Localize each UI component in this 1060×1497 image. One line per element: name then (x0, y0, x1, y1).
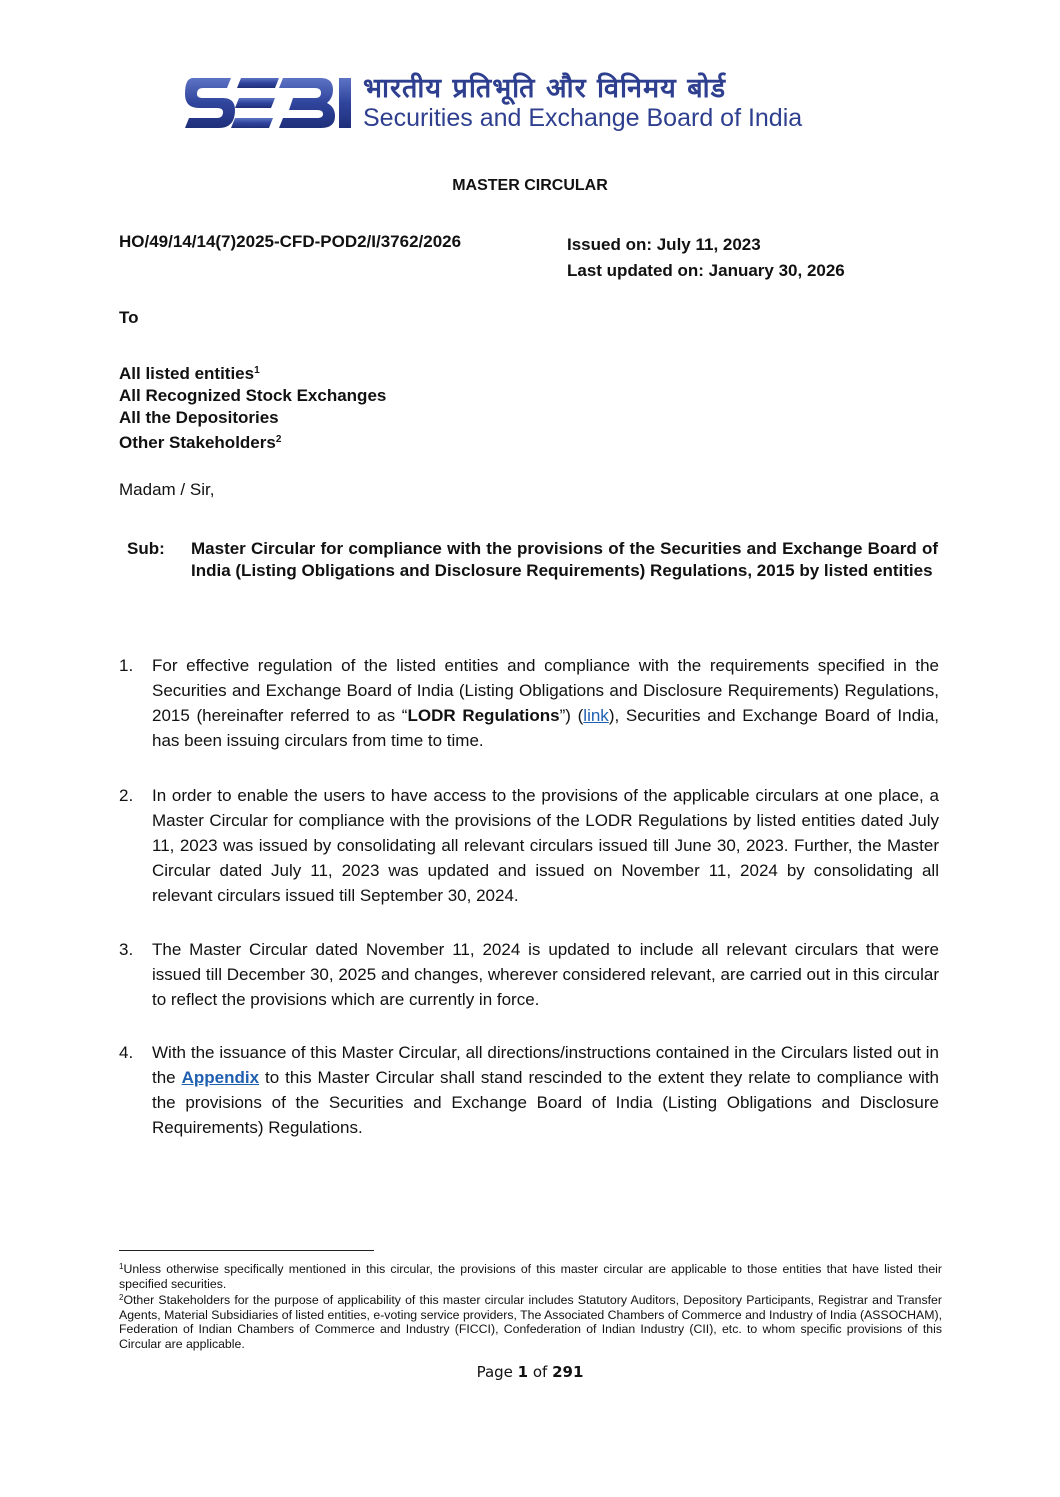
paragraph-text: With the issuance of this Master Circular, all directions/instructions contained in the Circulars listed out in the Appendix to this Master Circular shall stand rescinded to the extent they relate to compliance with the provisions of the Securities and Exchange Board of India (Listing Obligations and Disclosure Requirements) Regulations. (152, 1043, 939, 1137)
appendix-link[interactable]: Appendix (181, 1068, 260, 1087)
salutation: Madam / Sir, (119, 480, 215, 499)
paragraph-text: For effective regulation of the listed entities and compliance with the requirements specified in the Securities and Exchange Board of India (Listing Obligations and Disclosure Requirements) Regulations, 2015 (hereinafter referred to as “LODR Regulations”) (link), Securities and Exchange Board of India, has been issuing circulars from time to time. (152, 656, 940, 750)
paragraph-1 (119, 653, 939, 753)
addressee: All Recognized Stock Exchanges (119, 386, 387, 405)
subject-block (127, 538, 938, 582)
paragraph-text: In order to enable the users to have access to the provisions of the applicable circulars at one place, a Master Circular for compliance with the provisions of the LODR Regulations by listed entities dated July 11, 2023 was issued by consolidating all relevant circulars issued till June 30, 2023. Further, the Master Circular dated July 11, 2023 was updated and issued on November 11, 2024 by consolidating all relevant circulars issued till September 30, 2024. (152, 786, 939, 905)
paragraph-number: 4. (119, 1043, 134, 1062)
subject-label: Sub: (127, 539, 165, 558)
lodr-regulations-term: LODR Regulations (407, 706, 560, 725)
addressee: All listed entities$^1$ (119, 364, 260, 383)
to-label: To (119, 308, 139, 327)
issue-dates (567, 232, 845, 284)
current-page: 1 (517, 1363, 529, 1381)
paragraph-text: The Master Circular dated November 11, 2024 is updated to include all relevant circulars that were issued till December 30, 2025 and changes, wherever considered relevant, are carried out in this circular to reflect the provisions which are currently in force. (152, 940, 939, 1009)
footnote-ref[interactable]: 1 (254, 365, 260, 376)
issued-on: Issued on: July 11, 2023 (567, 235, 761, 254)
footnote-marker: 1 (119, 1262, 124, 1271)
logo-english-name: Securities and Exchange Board of India (363, 104, 803, 132)
reference-number: HO/49/14/14(7)2025-CFD-POD2/I/3762/2026 (119, 232, 462, 251)
page-number: Page 1 of 291 (476, 1363, 584, 1381)
subject-text: Master Circular for compliance with the provisions of the Securities and Exchange Board of India (Listing Obligations and Disclosure Requirements) Regulations, 2015 by listed entities (191, 539, 938, 580)
paragraph-4 (119, 1040, 939, 1140)
paragraph-3 (119, 937, 939, 1012)
footnotes (119, 1260, 942, 1351)
logo-hindi-name: भारतीय प्रतिभूति और विनिमय बोर्ड (363, 73, 727, 104)
last-updated-on: Last updated on: January 30, 2026 (567, 261, 845, 280)
paragraph-number: 3. (119, 940, 134, 959)
footnote-divider (119, 1250, 374, 1251)
paragraph-number: 2. (119, 786, 134, 805)
footnote-2: $^2$Other Stakeholders for the purpose of applicability of this master circular includes Statutory Auditors, Depository Participants, Registrar and Transfer Agents, Material Subsidiaries of listed entities, e-voting service providers, The Associated Chambers of Commerce and Industry of India (ASSOCHAM), Federation of Indian Chambers of Commerce and Industry (FICCI), Confederation of Indian Industry (CII), etc. to whom specific provisions of this Circular are applicable. (119, 1293, 942, 1351)
addressee: All the Depositories (119, 408, 279, 427)
sebi-logo-mark-icon (183, 74, 353, 132)
sebi-logo (183, 72, 873, 134)
paragraph-number: 1. (119, 656, 134, 675)
lodr-regulations-link[interactable]: link (583, 706, 609, 725)
total-pages: 291 (552, 1363, 584, 1381)
footnote-marker: 2 (119, 1293, 124, 1302)
paragraph-2 (119, 783, 939, 908)
addressee-list (119, 360, 386, 454)
footnote-1: $^1$Unless otherwise specifically mentioned in this circular, the provisions of this master circular are applicable to those entities that have listed their specified securities. (119, 1262, 942, 1291)
footnote-ref[interactable]: 2 (275, 434, 282, 445)
addressee: Other Stakeholders$^2$ (119, 433, 282, 452)
document-title: MASTER CIRCULAR (452, 177, 608, 194)
